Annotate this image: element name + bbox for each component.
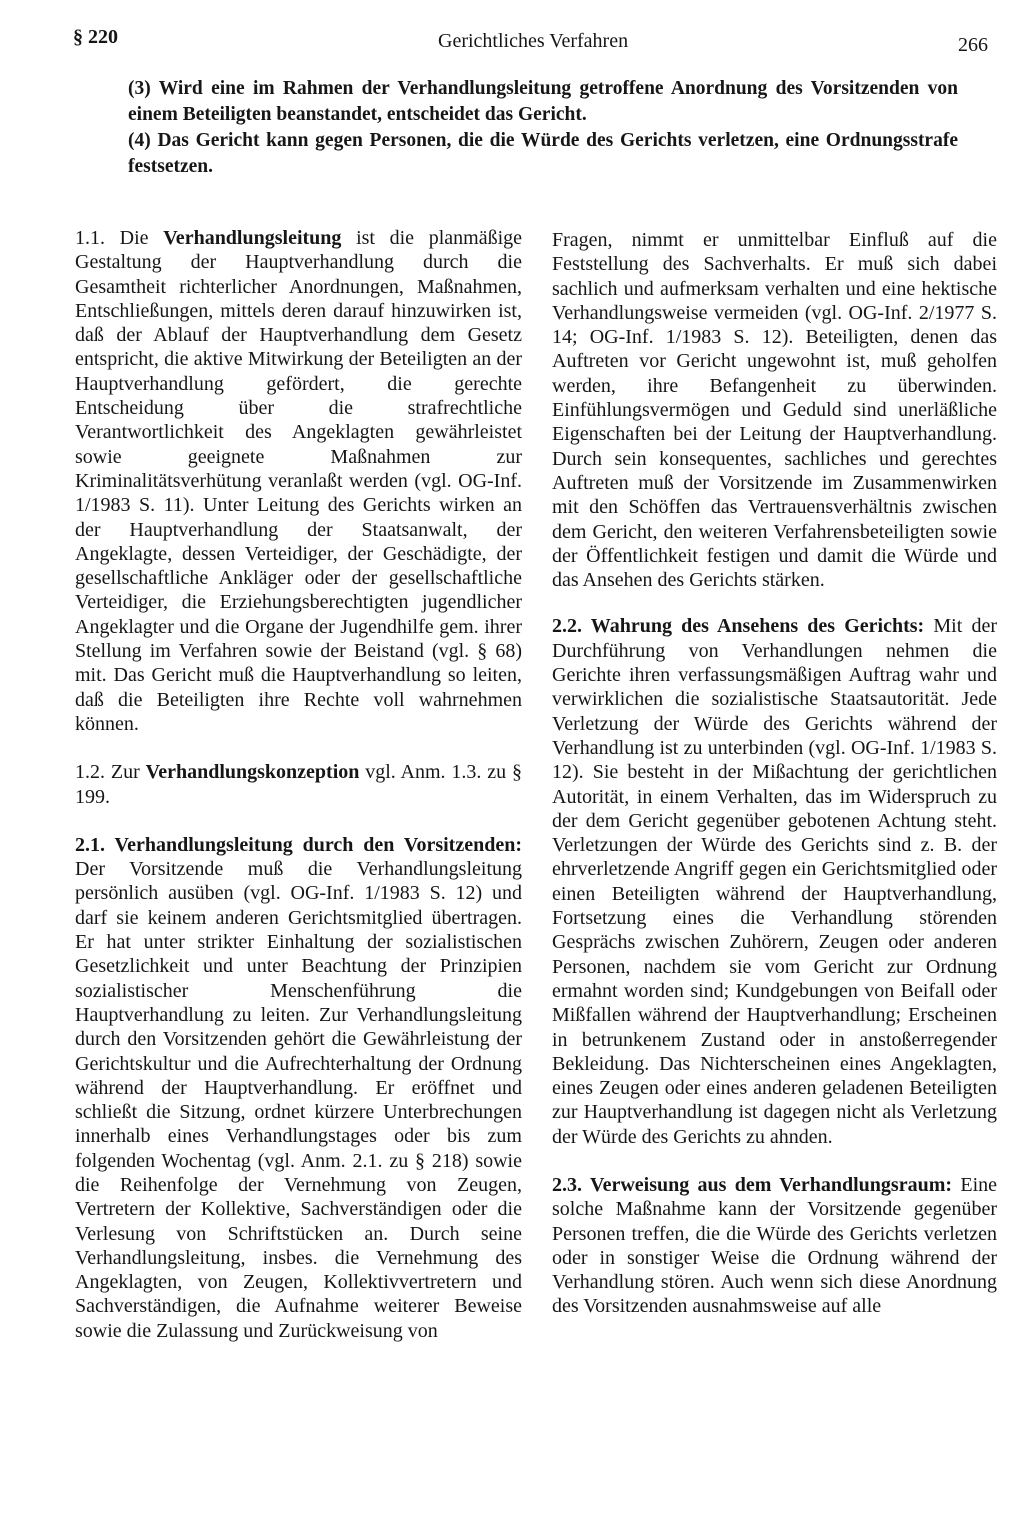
page-header: [73, 26, 988, 56]
note-2-3-heading: 2.3. Verweisung aus dem Verhandlungsraum:: [552, 1173, 953, 1196]
note-1-1-pre: Die: [119, 227, 149, 249]
note-2-3-body: Eine solche Maßnahme kann der Vorsitzende gegenüber Personen treffen, die die Würde des Gerichts verletzen oder in sonstiger Weise die Ordnung während der Verhandlung stören. Auch wenn sich diese Anordnung des Vorsitzenden ausnahmsweise auf alle: [552, 1173, 998, 1318]
note-1-1: [75, 226, 522, 736]
note-1-1-number: 1.1.: [75, 227, 105, 249]
note-1-2-body: vgl. Anm. 1.3. zu § 199.: [75, 761, 522, 808]
right-column: [552, 228, 997, 1319]
note-1-1-term: Verhandlungsleitung: [163, 227, 342, 249]
note-1-1-body: ist die planmäßige Gestaltung der Hauptverhandlung durch die Gesamtheit richterlicher Anordnungen, Maßnahmen, Entschließungen, mittels deren darauf hinzuwirken ist, daß der Ablauf der Hauptverhandlung dem Gesetz entspricht, die aktive Mitwirkung der Beteiligten an der Hauptverhandlung gefördert, die gerechte Entscheidung über die strafrechtliche Verantwortlichkeit des Angeklagten gewährleistet sowie geeignete Maßnahmen zur Kriminalitätsverhütung veranlaßt werden (vgl. OG-Inf. 1/1983 S. 11). Unter Leitung des Gerichts wirken an der Hauptverhandlung der Staatsanwalt, der Angeklagte, dessen Verteidiger, der Geschädigte, der gesellschaftliche Ankläger oder der gesellschaftliche Verteidiger, die Erziehungsberechtigten jugendlicher Angeklagter und die Organe der Jugendhilfe gem. ihrer Stellung im Verfahren sowie der Beistand (vgl. § 68) mit. Das Gericht muß die Hauptverhandlung so leiten, daß die Beteiligten ihre Rechte voll wahrnehmen können.: [75, 227, 523, 735]
note-2-1-body: Der Vorsitzende muß die Verhandlungsleitung persönlich ausüben (vgl. OG-Inf. 1/1983 S. 12) und darf sie keinem anderen Gerichtsmitglied übertragen. Er hat unter strikter Einhaltung der sozialistischen Gesetzlichkeit und unter Beachtung der Prinzipien sozialistischer Menschenführung die Hauptverhandlung zu leiten. Zur Verhandlungsleitung durch den Vorsitzenden gehört die Gewährleistung der Gerichtskultur und die Aufrechterhaltung der Ordnung während der Hauptverhandlung. Er eröffnet und schließt die Sitzung, ordnet kürzere Unterbrechungen innerhalb eines Verhandlungstages oder bis zum folgenden Wochentag (vgl. Anm. 2.1. zu § 218) sowie die Reihenfolge der Vernehmung von Zeugen, Vertretern der Kollektive, Sachverständigen oder die Verlesung von Schriftstücken an. Durch seine Verhandlungsleitung, insbes. die Vernehmung des Angeklagten, von Zeugen, Kollektivvertretern und Sachverständigen, die Aufnahme weiterer Beweise sowie die Zulassung und Zurückweisung von: [75, 858, 522, 1342]
note-1-2-number: 1.2.: [75, 761, 105, 784]
note-1-2-term: Verhandlungskonzeption: [145, 761, 360, 784]
page-number: 266: [958, 34, 988, 56]
note-2-1-heading: 2.1. Verhandlungsleitung durch den Vorsitzenden:: [75, 833, 522, 856]
note-2-2-heading: 2.2. Wahrung des Ansehens des Gerichts:: [552, 615, 925, 638]
section-number: § 220: [73, 26, 118, 48]
running-title: Gerichtliches Verfahren: [438, 30, 629, 52]
note-2-2-body: Mit der Durchführung von Verhandlungen nehmen die Gerichte ihren verfassungsmäßigen Auftrag wahr und verwirklichen die sozialistische Staatsautorität. Jede Verletzung der Würde des Gerichts während der Verhandlung ist zu unterbinden (vgl. OG-Inf. 1/1983 S. 12). Sie besteht in der Mißachtung der gerichtlichen Autorität, in einem Verhalten, das im Widerspruch zu der dem Gericht gegenüber gebotenen Achtung steht. Verletzungen der Würde des Gerichts sind z. B. der ehrverletzende Angriff gegen ein Gerichtsmitglied oder einen Beteiligten während der Hauptverhandlung, Fortsetzung eines die Verhandlung störenden Gesprächs zwischen Zuhörern, Zeugen oder anderen Personen, nachdem sie vom Gericht zur Ordnung ermahnt worden sind; Kundgebungen von Beifall oder Mißfallen während der Hauptverhandlung; Erscheinen in betrunkenem Zustand oder in anstoßerregender Bekleidung. Das Nichterscheinen eines Angeklagten, eines Zeugen oder eines anderen geladenen Beteiligten zur Hauptverhandlung ist dagegen nicht als Verletzung der Würde des Gerichts zu ahnden.: [552, 615, 997, 1148]
statute-paragraph-3: (3) Wird eine im Rahmen der Verhandlungsleitung getroffene Anordnung des Vorsitzenden von einem Beteiligten beanstandet, entscheidet das Gericht.: [128, 78, 958, 125]
statute-paragraph-4: (4) Das Gericht kann gegen Personen, die die Würde des Gerichts verletzen, eine Ordnungsstrafe festsetzen.: [128, 130, 958, 177]
note-2-2: [552, 614, 997, 1149]
note-2-3: [552, 1173, 997, 1319]
left-column: [75, 226, 522, 1343]
note-1-2-pre: Zur: [110, 761, 140, 784]
note-1-2: [75, 760, 522, 809]
note-2-1-continuation: Fragen, nimmt er unmittelbar Einfluß auf die Feststellung des Sachverhalts. Er muß sich dabei sachlich und aufmerksam verhalten und eine hektische Verhandlungsweise vermeiden (vgl. OG-Inf. 2/1977 S. 14; OG-Inf. 1/1983 S. 12). Beteiligten, denen das Auftreten vor Gericht ungewohnt ist, muß geholfen werden, ihre Befangenheit zu überwinden. Einfühlungsvermögen und Geduld sind unerläßliche Eigenschaften bei der Leitung der Hauptverhandlung. Durch sein konsequentes, sachliches und gerechtes Auftreten muß der Vorsitzende im Zusammenwirken mit den Schöffen das Vertrauensverhältnis zwischen dem Gericht, den weiteren Verfahrensbeteiligten sowie der Öffentlichkeit festigen und damit die Würde und das Ansehen des Gerichts stärken.: [552, 229, 997, 592]
note-2-1: [75, 833, 522, 1343]
statute-text: [128, 76, 958, 180]
